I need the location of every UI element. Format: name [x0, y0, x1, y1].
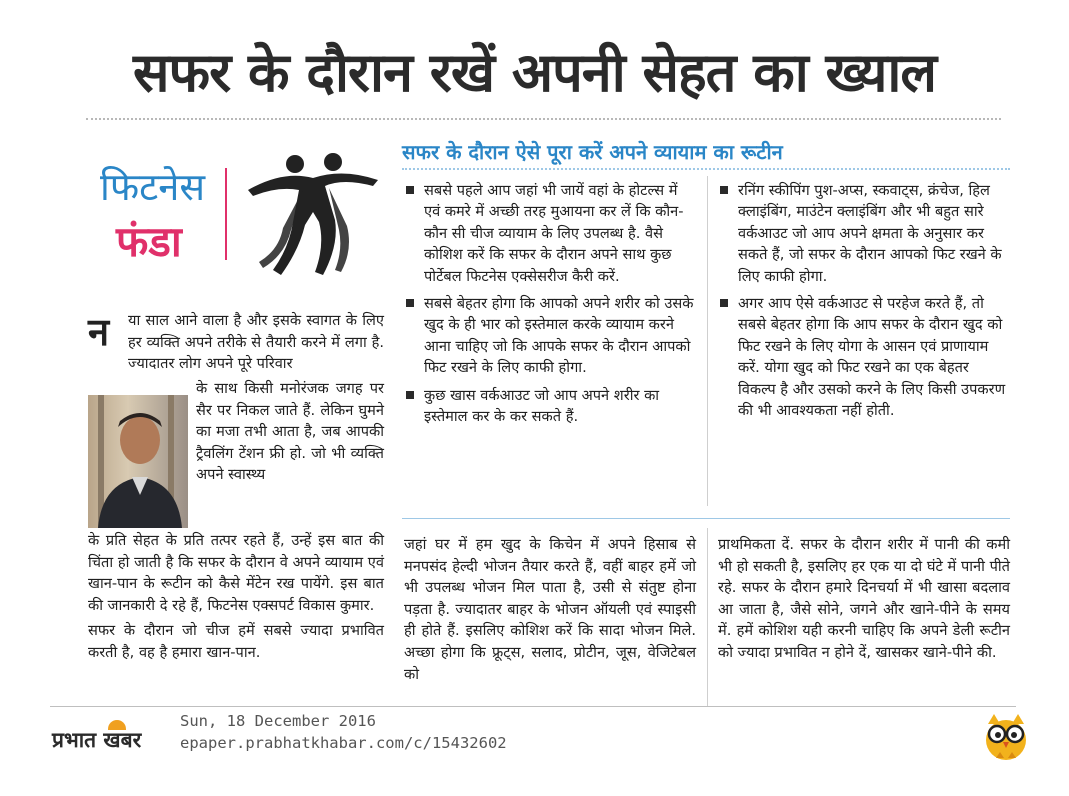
section-divider	[402, 168, 1010, 170]
intro-paragraph-2: के प्रति सेहत के प्रति तत्पर रहते हैं, उन्हें इस बात की चिंता हो जाती है कि सफर के दौरान वे अपने व्यायाम एवं खान-पान के रूटीन को कैसे मेंटेन रख पायेंगे. इस बात की जानकारी दे रहे हैं, फिटनेस एक्सपर्ट विकास कुमार.	[88, 532, 384, 614]
badge-word-funda: फंडा	[116, 217, 182, 266]
bullet-square-icon	[406, 299, 414, 307]
intro-paragraph-3: सफर के दौरान जो चीज हमें सबसे ज्यादा प्रभावित करती है, वह है हमारा खान-पान.	[88, 622, 384, 661]
badge-word-fitness: फिटनेस	[100, 165, 206, 209]
list-item: सबसे बेहतर होगा कि आपको अपने शरीर को उसके खुद के ही भार को इस्तेमाल करके व्यायाम करने आना चाहिए जो कि आपके सफर के दौरान आपको फिट रखने के लिए काफी होगा.	[404, 293, 696, 379]
section-bottom-divider	[402, 518, 1010, 519]
cropped-top-text	[520, 0, 980, 12]
logo-text: प्रभात खबर	[52, 728, 142, 752]
bullet-square-icon	[406, 186, 414, 194]
drop-cap: न	[88, 310, 110, 354]
publish-date: Sun, 18 December 2016	[180, 712, 376, 730]
person-silhouette-icon	[88, 395, 188, 528]
epaper-link[interactable]: epaper.prabhatkhabar.com/c/15432602	[180, 734, 507, 752]
prabhat-khabar-logo	[52, 718, 180, 764]
page-title: सफर के दौरान रखें अपनी सेहत का ख्याल	[132, 41, 937, 104]
owl-mascot-icon	[978, 706, 1034, 762]
bullet-column-1	[404, 180, 696, 433]
footer-divider	[50, 706, 1016, 707]
intro-paragraph	[88, 310, 384, 375]
title-divider	[86, 118, 1001, 120]
intro-text-side: के साथ किसी मनोरंजक जगह पर सैर पर निकल जाते हैं. लेकिन घुमने का मजा तभी आता है, जब आपकी ट्रैवलिंग टेंशन फ्री हो. जो भी व्यक्ति अपने स्वास्थ्य	[196, 380, 384, 484]
author-photo	[88, 395, 188, 528]
bullet-column-2	[718, 180, 1010, 427]
fitness-funda-badge	[88, 150, 388, 280]
list-item: अगर आप ऐसे वर्कआउट से परहेज करते हैं, तो सबसे बेहतर होगा कि आप सफर के दौरान खुद को फिट रखने के लिए योगा के आसन एवं प्राणायाम करें. योगा खुद को फिट रखने का एक बेहतर विकल्प है और उसको करने के लिए किसी उपकरण की भी आवश्यकता नहीं होती.	[718, 293, 1010, 421]
list-item: कुछ खास वर्कआउट जो आप अपने शरीर का इस्तेमाल कर के कर सकते हैं.	[404, 385, 696, 428]
body-column-3: प्राथमिकता दें. सफर के दौरान शरीर में पानी की कमी भी हो सकती है, इसलिए हर एक या दो घंटे में पानी पीते रहे. सफर के दौरान हमारे दिनचर्या में भी खासा बदलाव आ जाता है, जैसे सोने, जगने और खाने-पीने के समय में. हमें कोशिश यही करनी चाहिए कि अपने डेली रूटीन को ज्यादा प्रभावित न होने दें, खासकर खाने-पीने की.	[718, 536, 1010, 661]
runners-icon	[243, 150, 383, 280]
intro-text-bottom	[88, 530, 384, 668]
badge-divider	[225, 168, 227, 260]
bullet-square-icon	[406, 391, 414, 399]
body-column-2: जहां घर में हम खुद के किचेन में अपने हिसाब से मनपसंद हेल्दी भोजन तैयार करते हैं, वहीं बाहर हमें जो भी उपलब्ध भोजन मिल पाता है, उसी से संतुष्ट होना पड़ता है. ज्यादातर बाहर के भोजन ऑयली एवं स्पाइसी ही होते हैं. इसलिए कोशिश करें कि सादा भोजन मिले. अच्छा होगा कि फ्रूट्स, सलाद, प्रोटीन, जूस, वेजिटेबल को	[404, 536, 696, 683]
bullet-square-icon	[720, 299, 728, 307]
bullet-square-icon	[720, 186, 728, 194]
list-item: सबसे पहले आप जहां भी जायें वहां के होटल्स में एवं कमरे में अच्छी तरह मुआयना कर लें कि कौन-कौन सी चीज व्यायाम के लिए उपलब्ध है. वैसे कोशिश करें कि सफर के दौरान अपने साथ कुछ पोर्टेबल फिटनेस एक्सेसरीज कैरी करें.	[404, 180, 696, 287]
column-divider	[707, 176, 708, 506]
list-item: रनिंग स्कीपिंग पुश-अप्स, स्कवाट्स, क्रंचेज, हिल क्लाइंबिंग, माउंटेन क्लाइंबिंग और भी बहुत सारे वर्कआउट जो आप अपने क्षमता के अनुसार कर सकते हैं, जो सफर के दौरान आपको फिट रखने के लिए काफी होगा.	[718, 180, 1010, 287]
column-divider	[707, 528, 708, 706]
intro-text-top: या साल आने वाला है और इसके स्वागत के लिए हर व्यक्ति अपने तरीके से तैयारी करने में लगा है. ज्यादातर लोग अपने पूरे परिवार	[128, 312, 384, 373]
section-title: सफर के दौरान ऐसे पूरा करें अपने व्यायाम का रूटीन	[402, 140, 783, 164]
